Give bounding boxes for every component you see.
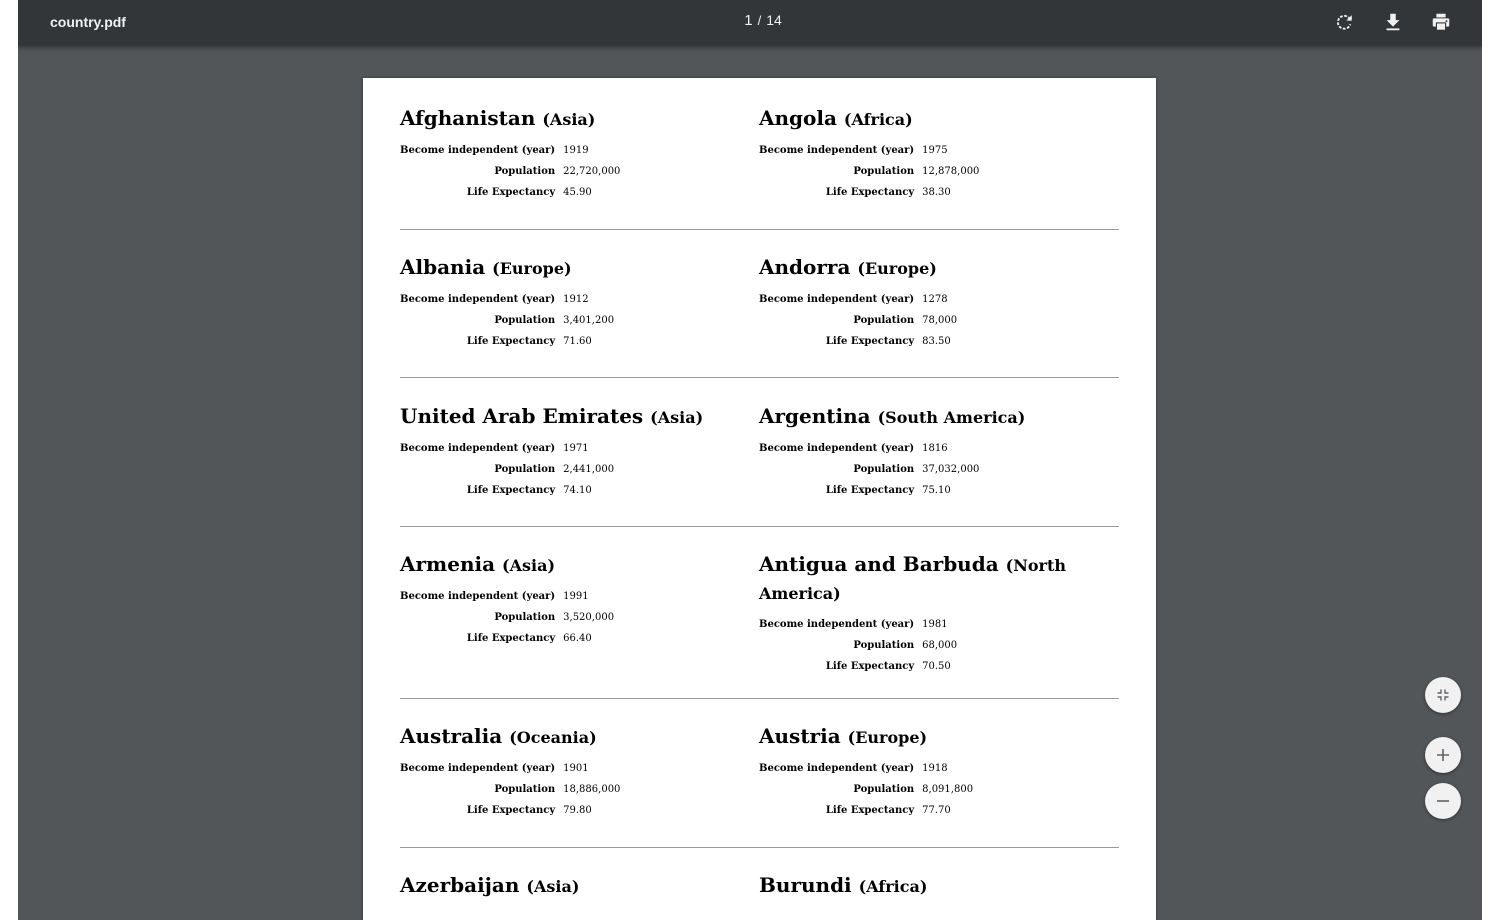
country-region: (Europe) bbox=[857, 259, 937, 278]
row-divider bbox=[400, 526, 1119, 527]
life-expectancy-value: 45.90 bbox=[563, 187, 592, 198]
country-name: Australia bbox=[400, 724, 503, 748]
country-heading bbox=[759, 403, 1099, 431]
print-icon bbox=[1430, 11, 1452, 33]
independent-value: 1981 bbox=[922, 619, 948, 630]
life-expectancy-label: Life Expectancy bbox=[466, 187, 556, 198]
page-separator: / bbox=[757, 13, 762, 28]
page-indicator bbox=[718, 12, 808, 29]
country-heading bbox=[400, 551, 740, 579]
life-expectancy-label: Life Expectancy bbox=[825, 805, 915, 816]
country-heading bbox=[759, 254, 1099, 282]
country-facts bbox=[400, 762, 620, 825]
population-value: 8,091,800 bbox=[922, 784, 974, 795]
fit-to-page-button[interactable] bbox=[1425, 677, 1461, 713]
population-label: Population bbox=[494, 315, 556, 326]
life-expectancy-value: 75.10 bbox=[922, 485, 951, 496]
pdf-page bbox=[363, 78, 1156, 920]
fit-to-page-icon bbox=[1425, 677, 1461, 713]
independent-label: Become independent (year) bbox=[400, 294, 556, 305]
independent-label: Become independent (year) bbox=[759, 294, 915, 305]
independent-value: 1816 bbox=[922, 443, 948, 454]
country-entry-united-arab-emirates bbox=[400, 403, 740, 505]
population-label: Population bbox=[853, 166, 915, 177]
population-value: 3,520,000 bbox=[563, 612, 615, 623]
country-region: (Asia) bbox=[650, 408, 704, 427]
independent-value: 1918 bbox=[922, 763, 948, 774]
country-facts bbox=[759, 618, 957, 681]
population-value: 2,441,000 bbox=[563, 464, 615, 475]
country-region: (Europe) bbox=[492, 259, 572, 278]
rotate-icon bbox=[1333, 11, 1355, 33]
population-value: 22,720,000 bbox=[563, 166, 621, 177]
population-value: 18,886,000 bbox=[563, 784, 621, 795]
population-label: Population bbox=[853, 315, 915, 326]
country-facts bbox=[759, 442, 979, 505]
population-label: Population bbox=[494, 464, 556, 475]
life-expectancy-value: 83.50 bbox=[922, 336, 951, 347]
total-pages: 14 bbox=[766, 12, 782, 28]
independent-value: 1971 bbox=[563, 443, 589, 454]
life-expectancy-value: 70.50 bbox=[922, 661, 951, 672]
life-expectancy-label: Life Expectancy bbox=[466, 633, 556, 644]
population-label: Population bbox=[853, 464, 915, 475]
row-divider bbox=[400, 847, 1119, 848]
country-region: (North America) bbox=[759, 556, 1066, 603]
country-facts bbox=[759, 144, 979, 207]
country-heading bbox=[759, 105, 1099, 133]
independent-value: 1278 bbox=[922, 294, 948, 305]
life-expectancy-label: Life Expectancy bbox=[466, 336, 556, 347]
country-entry-afghanistan bbox=[400, 105, 740, 207]
independent-label: Become independent (year) bbox=[759, 443, 915, 454]
pdf-viewer bbox=[18, 0, 1482, 920]
country-name: Afghanistan bbox=[400, 106, 536, 130]
zoom-in-button[interactable] bbox=[1425, 737, 1461, 773]
country-entry-andorra bbox=[759, 254, 1099, 356]
country-facts bbox=[759, 762, 973, 825]
download-button[interactable] bbox=[1379, 10, 1407, 36]
country-heading bbox=[759, 723, 1099, 751]
life-expectancy-label: Life Expectancy bbox=[825, 485, 915, 496]
population-value: 78,000 bbox=[922, 315, 958, 326]
life-expectancy-value: 71.60 bbox=[563, 336, 592, 347]
independent-label: Become independent (year) bbox=[400, 591, 556, 602]
country-region: (Asia) bbox=[502, 556, 556, 575]
zoom-in-icon bbox=[1425, 737, 1461, 773]
country-name: Burundi bbox=[759, 873, 852, 897]
country-region: (Oceania) bbox=[509, 728, 597, 747]
country-heading bbox=[400, 723, 740, 751]
independent-value: 1975 bbox=[922, 145, 948, 156]
country-heading bbox=[400, 254, 740, 282]
independent-label: Become independent (year) bbox=[400, 763, 556, 774]
country-entry-argentina bbox=[759, 403, 1099, 505]
population-label: Population bbox=[494, 784, 556, 795]
download-icon bbox=[1382, 11, 1404, 33]
life-expectancy-label: Life Expectancy bbox=[466, 485, 556, 496]
country-name: Austria bbox=[759, 724, 841, 748]
country-name: United Arab Emirates bbox=[400, 404, 644, 428]
country-heading bbox=[400, 105, 740, 133]
viewer-toolbar bbox=[18, 0, 1482, 46]
independent-label: Become independent (year) bbox=[759, 145, 915, 156]
country-heading bbox=[400, 872, 740, 900]
country-entry-azerbaijan bbox=[400, 872, 740, 900]
country-name: Albania bbox=[400, 255, 486, 279]
population-label: Population bbox=[494, 612, 556, 623]
country-name: Angola bbox=[759, 106, 837, 130]
life-expectancy-label: Life Expectancy bbox=[466, 805, 556, 816]
independent-label: Become independent (year) bbox=[759, 763, 915, 774]
country-entry-australia bbox=[400, 723, 740, 825]
print-button[interactable] bbox=[1427, 10, 1455, 36]
independent-label: Become independent (year) bbox=[400, 145, 556, 156]
population-value: 37,032,000 bbox=[922, 464, 980, 475]
current-page-input[interactable]: 1 bbox=[744, 12, 753, 29]
country-facts bbox=[759, 293, 957, 356]
population-value: 68,000 bbox=[922, 640, 958, 651]
country-name: Antigua and Barbuda bbox=[759, 552, 999, 576]
country-facts bbox=[400, 590, 614, 653]
country-name: Armenia bbox=[400, 552, 496, 576]
country-region: (Europe) bbox=[847, 728, 928, 747]
row-divider bbox=[400, 698, 1119, 699]
country-name: Azerbaijan bbox=[400, 873, 520, 897]
country-entry-burundi bbox=[759, 872, 1099, 900]
rotate-button[interactable] bbox=[1330, 10, 1358, 36]
country-name: Andorra bbox=[759, 255, 851, 279]
country-region: (Asia) bbox=[526, 877, 580, 896]
independent-value: 1912 bbox=[563, 294, 589, 305]
country-entry-albania bbox=[400, 254, 740, 356]
country-region: (Africa) bbox=[843, 110, 913, 129]
country-entry-austria bbox=[759, 723, 1099, 825]
country-facts bbox=[400, 442, 614, 505]
zoom-out-icon bbox=[1425, 783, 1461, 819]
life-expectancy-value: 74.10 bbox=[563, 485, 592, 496]
independent-label: Become independent (year) bbox=[759, 619, 915, 630]
country-facts bbox=[400, 144, 620, 207]
population-label: Population bbox=[853, 640, 915, 651]
row-divider bbox=[400, 229, 1119, 230]
independent-value: 1901 bbox=[563, 763, 589, 774]
life-expectancy-value: 77.70 bbox=[922, 805, 951, 816]
country-facts bbox=[400, 293, 614, 356]
country-heading bbox=[400, 403, 740, 431]
country-entry-armenia bbox=[400, 551, 740, 653]
country-region: (South America) bbox=[877, 408, 1026, 427]
country-heading bbox=[759, 872, 1099, 900]
population-value: 12,878,000 bbox=[922, 166, 980, 177]
country-region: (Asia) bbox=[542, 110, 596, 129]
population-label: Population bbox=[853, 784, 915, 795]
country-name: Argentina bbox=[759, 404, 871, 428]
row-divider bbox=[400, 377, 1119, 378]
life-expectancy-value: 66.40 bbox=[563, 633, 592, 644]
zoom-out-button[interactable] bbox=[1425, 783, 1461, 819]
file-title: country.pdf bbox=[50, 14, 126, 30]
life-expectancy-value: 38.30 bbox=[922, 187, 951, 198]
life-expectancy-label: Life Expectancy bbox=[825, 187, 915, 198]
life-expectancy-value: 79.80 bbox=[563, 805, 592, 816]
independent-label: Become independent (year) bbox=[400, 443, 556, 454]
life-expectancy-label: Life Expectancy bbox=[825, 661, 915, 672]
population-label: Population bbox=[494, 166, 556, 177]
independent-value: 1919 bbox=[563, 145, 589, 156]
country-entry-antigua-and-barbuda bbox=[759, 551, 1099, 681]
population-value: 3,401,200 bbox=[563, 315, 615, 326]
country-entry-angola bbox=[759, 105, 1099, 207]
independent-value: 1991 bbox=[563, 591, 589, 602]
country-region: (Africa) bbox=[858, 877, 928, 896]
life-expectancy-label: Life Expectancy bbox=[825, 336, 915, 347]
country-heading bbox=[759, 551, 1099, 607]
